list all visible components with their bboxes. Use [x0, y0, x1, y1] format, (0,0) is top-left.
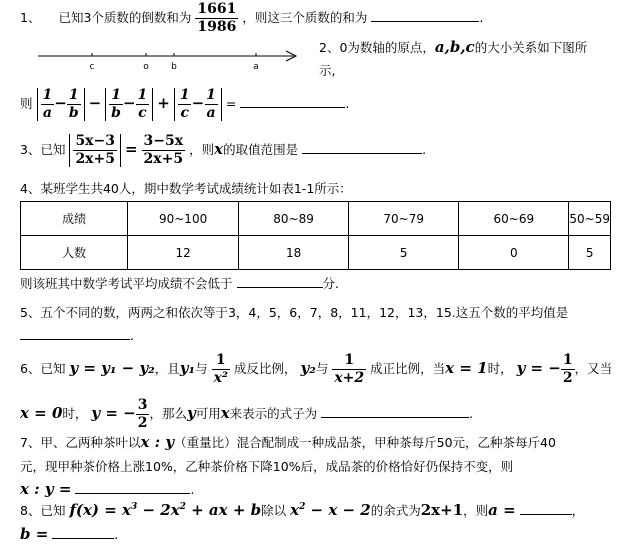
q8-b-blank[interactable]: [52, 527, 114, 539]
q8-divisor-rest: − x − 2: [305, 501, 371, 519]
q2-expression: 则 $\frac{1}{a}$ − $\frac{1}{b}$ − $\frac{1}{b}$ − $\frac{1}{c}$ + $\frac{1}{c}$ − $\frac{1}{a}$ = .: [20, 87, 350, 121]
q7-ans-label: x : y =: [20, 480, 72, 498]
q8-fx: f(x) = x: [69, 501, 131, 519]
table-cell: 60~69: [459, 202, 569, 236]
q8-divisor: x: [290, 501, 300, 519]
table-cell: 50~59: [569, 202, 611, 236]
q7-line1: [20, 433, 556, 451]
q6-f4-num: 3: [137, 397, 148, 413]
table-cell: 12: [128, 236, 239, 270]
q6-f3-num: 1: [562, 352, 573, 368]
q6-answer-blank[interactable]: [321, 406, 469, 418]
q6-t9: ，那么: [149, 406, 187, 421]
question-5: 5、五个不同的数，两两之和依次等于3，4，5，6，7，8，11，12，13，15.这五个数的平均值是: [20, 305, 569, 320]
q4-answer-blank[interactable]: [237, 276, 323, 288]
q8-line2: [20, 525, 118, 543]
table-cell: 5: [349, 236, 459, 270]
q6-eq1: y = y₁ − y₂: [69, 359, 155, 377]
q3-lhs-den: 2x+5: [75, 151, 115, 167]
q6-line2: [20, 398, 473, 431]
q7-ratio: x : y: [140, 433, 175, 451]
label-c: c: [89, 62, 95, 72]
q8-t1: 除以: [261, 503, 287, 518]
table-cell: 人数: [21, 236, 128, 270]
q3-rhs-num: 3−5x: [143, 133, 184, 149]
q3-text-a: ，则: [189, 142, 215, 157]
q6-t5: 成正比例，当: [370, 361, 446, 376]
label-o: o: [143, 62, 149, 72]
q8-b-eq: b =: [20, 525, 49, 543]
q6-t11: 来表示的式子为: [229, 406, 318, 421]
q6-yv1: y = −: [516, 359, 561, 377]
q1-number: 1、: [20, 10, 41, 25]
q8-a-blank[interactable]: [520, 503, 572, 515]
question-1: [20, 2, 483, 35]
q1-frac-den: 1986: [197, 19, 237, 35]
q1-answer-blank[interactable]: [371, 10, 479, 22]
q8-line1: 8、已知 $f(x) = x^3 - 2x^2$ + ax + b除以 $x^2 - x - 2$的余式为2x+1，则a = ，: [20, 501, 585, 519]
q1-fraction: [195, 2, 238, 35]
q6-yv2: y = −: [91, 404, 136, 422]
q3-var: x: [214, 140, 224, 158]
q8-t3: ，则: [463, 503, 489, 518]
q6-f4-den: 2: [137, 415, 148, 431]
q4-intro: 4、某班学生共40人，期中数学考试成绩统计如表1-1所示：: [20, 181, 352, 196]
q6-t1: ，且: [154, 361, 180, 376]
q8-sep: ，: [571, 503, 585, 518]
q8-a-eq: a =: [488, 501, 516, 519]
q6-cond2: x = 0: [20, 404, 63, 422]
abs-term-2: $\frac{1}{b}$ − $\frac{1}{c}$: [105, 88, 153, 121]
q4-after: [20, 274, 339, 292]
q7-answer-blank[interactable]: [75, 482, 190, 494]
q1-frac-num: 1661: [197, 1, 237, 17]
table-cell: 0: [459, 236, 569, 270]
q6-f1-den: x²: [213, 370, 229, 386]
q5-answer-line: [20, 328, 134, 343]
q6-f3-den: 2: [562, 370, 573, 386]
abs-term-1: $\frac{1}{a}$ − $\frac{1}{b}$: [37, 88, 85, 121]
q7-line2: 元，现甲种茶价格上涨10%，乙种茶价格下降10%后，成品茶的价格恰好仍保持不变，则: [20, 459, 514, 474]
q1-text-before: 已知3个质数的倒数和为: [58, 10, 192, 25]
table-cell: 18: [239, 236, 349, 270]
q6-t7: ，又当: [574, 361, 613, 376]
q8-fx-rest2: + ax + b: [185, 501, 262, 519]
q8-end: .: [114, 527, 119, 542]
q2-equals: =: [225, 96, 237, 111]
q3-number: 3、已知: [20, 142, 66, 157]
q7-t1: 7、甲、乙两种茶叶以: [20, 435, 141, 450]
q3-answer-blank[interactable]: [302, 142, 422, 154]
q6-f2-den: x+2: [334, 370, 365, 386]
q2-line2: 示,: [319, 63, 336, 78]
table-row: [21, 202, 611, 236]
q6-f1-num: 1: [215, 352, 226, 368]
q7-answer-line: [20, 480, 194, 498]
table-cell: 90~100: [128, 202, 239, 236]
table-cell: 70~79: [349, 202, 459, 236]
q6-f2-num: 1: [344, 352, 355, 368]
q6-yvar: y: [186, 404, 196, 422]
q8-number: 8、已知: [20, 503, 66, 518]
q6-y2: y₂: [300, 359, 316, 377]
q5-end: .: [130, 328, 134, 343]
q2-text-a: 2、0为数轴的原点，: [319, 40, 435, 55]
q6-t10: 可用: [195, 406, 221, 421]
q3-eq: =: [124, 140, 138, 158]
q1-end: .: [479, 10, 484, 25]
q6-line1: [20, 353, 612, 386]
q5-answer-blank[interactable]: [20, 328, 130, 340]
q6-y1: y₁: [179, 359, 196, 377]
q4-unit: 分.: [322, 276, 339, 291]
q6-end: .: [469, 406, 474, 421]
q8-t2: 的余式为: [370, 503, 421, 518]
q3-end: .: [422, 142, 427, 157]
q6-t6: 时，: [487, 361, 513, 376]
q4-after-text: 则该班其中数学考试平均成绩不会低于: [20, 276, 233, 291]
table-cell: 80~89: [239, 202, 349, 236]
q6-t3: 成反比例，: [234, 361, 297, 376]
q2-text-b: 的大小关系如下图所: [474, 40, 588, 55]
q7-end: .: [190, 482, 195, 497]
q6-xvar: x: [220, 404, 230, 422]
q6-t8: 时，: [62, 406, 88, 421]
q2-prefix: 则: [20, 96, 33, 111]
q2-end: .: [345, 96, 350, 111]
q3-lhs-num: 5x−3: [75, 133, 115, 149]
q6-number: 6、已知: [20, 361, 66, 376]
q3-text-b: 的取值范围是: [223, 142, 299, 157]
q6-t4: 与: [315, 361, 329, 376]
table-row: [21, 236, 611, 270]
label-b: b: [171, 62, 177, 72]
q2-vars: a,b,c: [434, 38, 475, 56]
q2-line1: [319, 38, 587, 56]
number-line-figure: [36, 44, 304, 76]
q6-cond1: x = 1: [445, 359, 488, 377]
abs-term-3: $\frac{1}{c}$ − $\frac{1}{a}$: [174, 88, 222, 121]
q3-abs-fraction: [69, 134, 121, 167]
score-table: [20, 201, 611, 270]
table-cell: 5: [569, 236, 611, 270]
q8-fx-rest1: − 2x: [137, 501, 180, 519]
q1-text-after: ，则这三个质数的和为: [242, 10, 368, 25]
q6-t2: 与: [195, 361, 208, 376]
q3-rhs-den: 2x+5: [143, 151, 184, 167]
label-a: a: [253, 62, 259, 72]
q2-answer-blank[interactable]: [240, 96, 345, 108]
table-cell: 成绩: [21, 202, 128, 236]
question-3: [20, 134, 426, 167]
q8-remainder: 2x+1: [420, 501, 464, 519]
q7-t2: （重量比）混合配制成一种成品茶，甲种茶每斤50元，乙种茶每斤40: [174, 435, 556, 450]
